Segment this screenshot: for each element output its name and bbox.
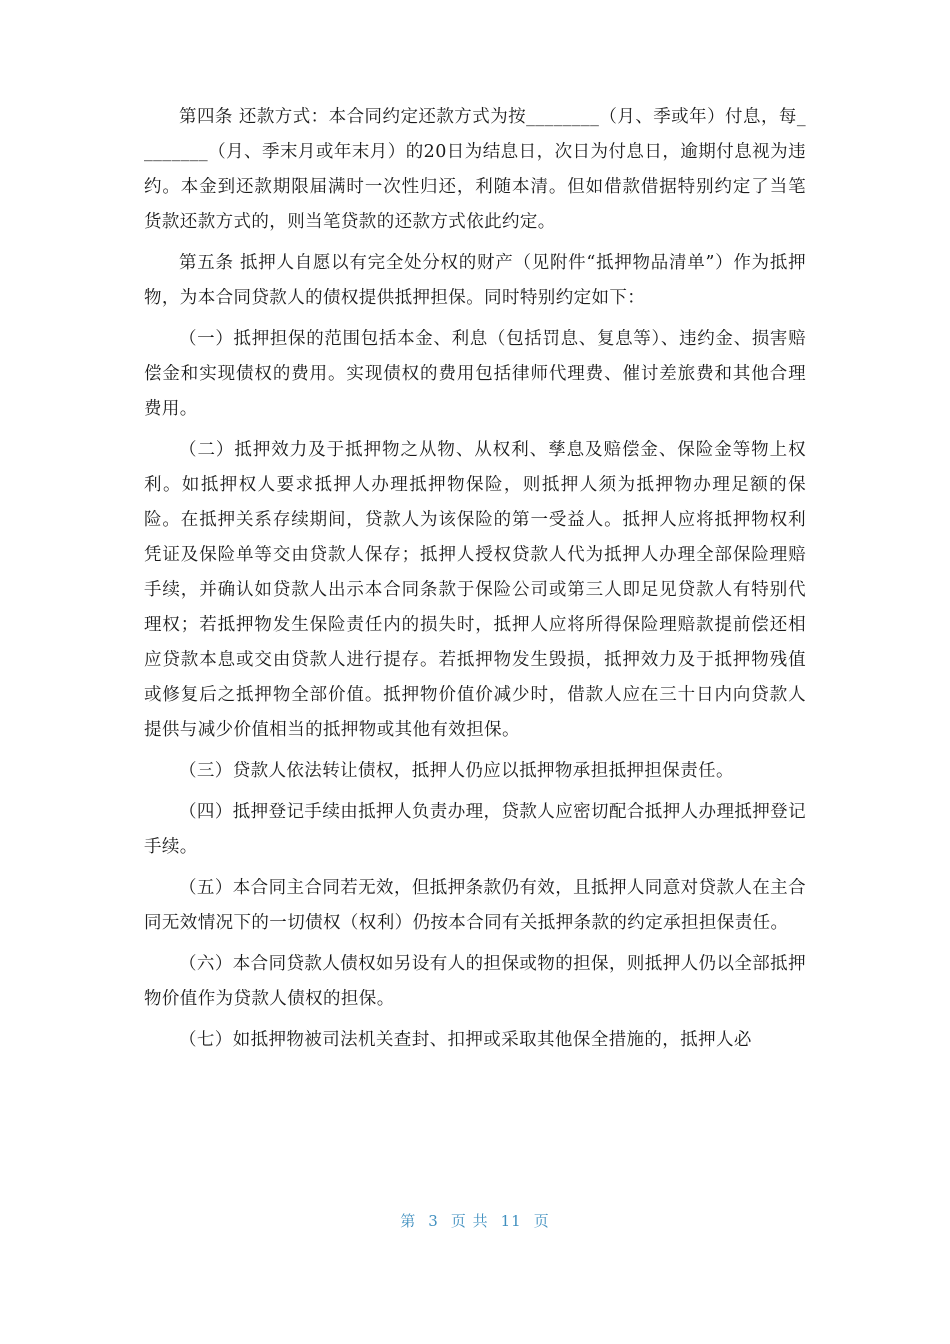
clause-4-paragraph: （四）抵押登记手续由抵押人负责办理，贷款人应密切配合抵押人办理抵押登记手续。: [144, 802, 806, 857]
total-pages-number: 11: [500, 1212, 522, 1230]
article-5-paragraph: 第五条 抵押人自愿以有完全处分权的财产（见附件“抵押物品清单”）作为抵押物，为本合同贷款人的债权提供抵押担保。同时特别约定如下：: [144, 253, 806, 308]
current-page-number: 3: [428, 1212, 439, 1230]
clause-6-paragraph: （六）本合同贷款人债权如另设有人的担保或物的担保，则抵押人仍以全部抵押物价值作为贷款人债权的担保。: [144, 954, 806, 1009]
clause-5-paragraph: （五）本合同主合同若无效，但抵押条款仍有效，且抵押人同意对贷款人在主合同无效情况下的一切债权（权利）仍按本合同有关抵押条款的约定承担担保责任。: [144, 878, 806, 933]
clause-7-paragraph: （七）如抵押物被司法机关查封、扣押或采取其他保全措施的，抵押人必: [179, 1030, 752, 1050]
document-body: [144, 100, 806, 1064]
footer-suffix: 页: [533, 1212, 550, 1230]
clause-2-paragraph: （二）抵押效力及于抵押物之从物、从权利、孳息及赔偿金、保险金等物上权利。如抵押权人要求抵押人办理抵押物保险，则抵押人须为抵押物办理足额的保险。在抵押关系存续期间，贷款人为该保险的第一受益人。抵押人应将抵押物权利凭证及保险单等交由贷款人保存；抵押人授权贷款人代为抵押人办理全部保险理赔手续，并确认如贷款人出示本合同条款于保险公司或第三人即足见贷款人有特别代理权；若抵押物发生保险责任内的损失时，抵押人应将所得保险理赔款提前偿还相应贷款本息或交由贷款人进行提存。若抵押物发生毁损，抵押效力及于抵押物残值或修复后之抵押物全部价值。抵押物价值价减少时，借款人应在三十日内向贷款人提供与减少价值相当的抵押物或其他有效担保。: [144, 440, 806, 740]
article-4-paragraph: 第四条 还款方式：本合同约定还款方式为按________（月、季或年）付息，每________（月、季末月或年末月）的20日为结息日，次日为付息日，逾期付息视为违约。本金到还款期限届满时一次性归还，利随本清。但如借款借据特别约定了当笔货款还款方式的，则当笔贷款的还款方式依此约定。: [144, 107, 806, 232]
clause-3-paragraph: （三）贷款人依法转让债权，抵押人仍应以抵押物承担抵押担保责任。: [179, 761, 734, 781]
clause-1-paragraph: （一）抵押担保的范围包括本金、利息（包括罚息、复息等）、违约金、损害赔偿金和实现债权的费用。实现债权的费用包括律师代理费、催讨差旅费和其他合理费用。: [144, 329, 806, 419]
footer-prefix: 第: [400, 1212, 417, 1230]
footer-middle: 页 共: [450, 1212, 489, 1230]
page-footer: [0, 1210, 950, 1231]
